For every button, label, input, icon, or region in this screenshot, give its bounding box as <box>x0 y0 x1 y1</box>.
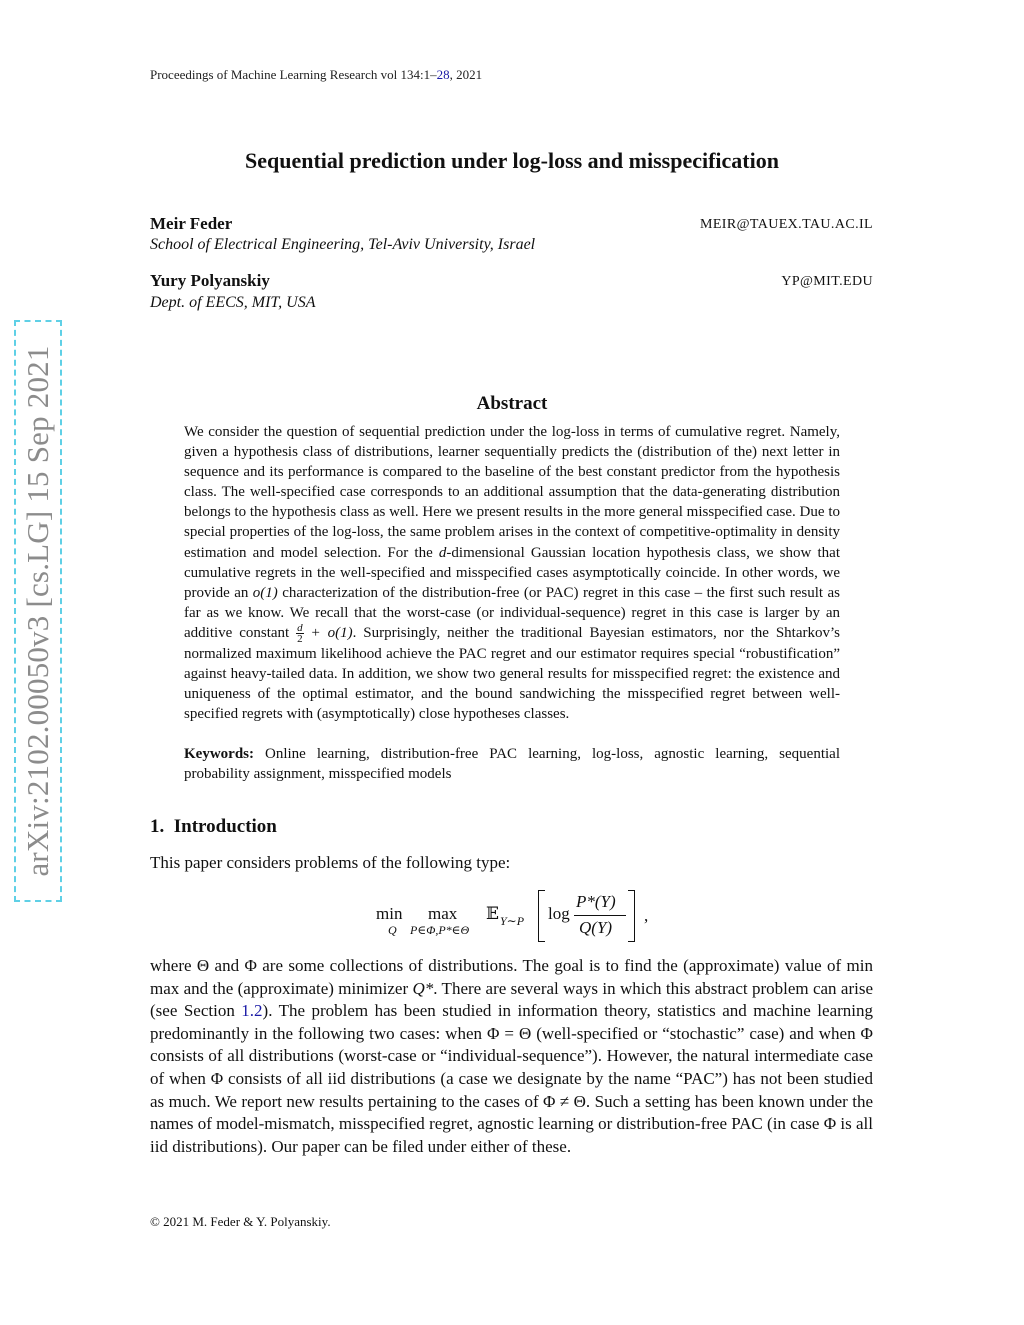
body-text: where Θ and Φ are some collections of distributions. The goal is to find the (approximate) value of <box>150 956 847 975</box>
eq-numerator: P*(Y) <box>576 892 616 911</box>
abstract-heading: Abstract <box>476 393 548 414</box>
intro-paragraph <box>150 955 873 1158</box>
eq-max: max <box>428 904 458 923</box>
arxiv-identifier: arXiv:2102.00050v3 [cs.LG] 15 Sep 2021 <box>20 345 55 877</box>
right-bracket <box>628 890 635 942</box>
author-email[interactable]: YP@MIT.EDU <box>781 274 873 289</box>
header-text: Proceedings of Machine Learning Research vol 134:1– <box>150 67 437 82</box>
math-var: Q* <box>412 978 434 998</box>
author-name: Yury Polyanskiy <box>150 271 270 290</box>
eq-expectation-sub: Y∼P <box>500 914 525 928</box>
math-expr: min max <box>150 956 873 998</box>
math-expr: + o(1) <box>303 624 353 641</box>
header-year: , 2021 <box>449 67 483 82</box>
fraction-denominator: 2 <box>297 633 303 645</box>
eq-comma: , <box>644 906 649 925</box>
abstract-text: -dimensional Gaussian location hypothesis class, we show that cumulative regrets in the well-specified and misspecified cases asymptotically coincide. In other words, we provide an <box>184 544 840 601</box>
fraction <box>296 623 304 644</box>
section-heading <box>150 816 277 838</box>
eq-min: min <box>376 904 403 923</box>
section-number: 1. <box>150 816 165 837</box>
body-text: and the (approximate) minimizer <box>179 978 413 998</box>
fraction-bar <box>574 915 626 916</box>
running-header <box>150 67 482 83</box>
page-count-link[interactable]: 28 <box>436 67 450 82</box>
eq-min-sub: Q <box>388 923 397 937</box>
math-var: d <box>438 544 447 561</box>
left-bracket <box>538 890 545 942</box>
author-affiliation: Dept. of EECS, MIT, USA <box>150 294 316 311</box>
author-name: Meir Feder <box>150 214 233 233</box>
math-expr: o(1) <box>252 584 278 601</box>
abstract-text: characterization of the distribution-free (or PAC) regret in this case – the first such result as far as we know. We recall that the worst-case (or individual-sequence) regret in this case is larger by an additive constant <box>184 584 840 641</box>
paper-title: Sequential prediction under log-loss and misspecification <box>245 148 779 173</box>
keywords <box>184 744 840 784</box>
body-text: ). The problem has been studied in information theory, statistics and machine learning predominantly in the following two cases: when Φ = Θ (well-specified or “stochastic” case) and when Φ consists of all distributions (worst-case or “individual-sequence”). However, the natural intermediate case of when Φ consists of all iid distributions (a case we designate by the name “PAC”) has not been studied as much. We report new results pertaining to the cases of Φ ≠ Θ. Such a setting has been known under the names of model-mismatch, misspecified regret, agnostic learning or distribution-free PAC (in case Φ is all iid distributions). Our paper can be filed under either of these. <box>150 1001 873 1156</box>
section-title: Introduction <box>173 816 277 837</box>
section-reference-link[interactable]: 1.2 <box>241 1001 263 1021</box>
body-text: . There are several ways in which this abstract problem can arise (see Section <box>150 978 873 1021</box>
display-equation <box>376 890 656 946</box>
eq-expectation: 𝔼 <box>486 904 499 923</box>
author-email[interactable]: MEIR@TAUEX.TAU.AC.IL <box>699 217 873 232</box>
author-affiliation: School of Electrical Engineering, Tel-Aviv University, Israel <box>150 236 536 253</box>
intro-lead: This paper considers problems of the following type: <box>150 853 511 872</box>
abstract-body <box>184 422 840 724</box>
keywords-text: Online learning, distribution-free PAC learning, log-loss, agnostic learning, sequential probability assignment, misspecified models <box>184 746 840 782</box>
eq-denominator: Q(Y) <box>579 918 613 937</box>
eq-max-sub: P∈Φ,P*∈Θ <box>410 923 470 937</box>
abstract-text: We consider the question of sequential prediction under the log-loss in terms of cumulative regret. Namely, given a hypothesis class of distributions, learner sequentially predicts the (distribution of the) next letter in sequence and its performance is compared to the baseline of the best constant predictor from the hypothesis class. The well-specified case corresponds to an additional assumption that the data-generating distribution belongs to the hypothesis class as well. Here we present results in the more general misspecified case. Due to special properties of the log-loss, the same problem arises in the context of competitive-optimality in density estimation and model selection. For the <box>184 424 840 561</box>
copyright-footer: © 2021 M. Feder & Y. Polyanskiy. <box>150 1214 331 1229</box>
abstract-text: . Surprisingly, neither the traditional Bayesian estimators, nor the Shtarkov’s normalized maximum likelihood achieve the PAC regret and our estimator requires special “robustification” against heavy-tailed data. In addition, we show two general results for misspecified regret: the existence and uniqueness of the optimal estimator, and the bound sandwiching the misspecified regret between well-specified regrets with (asymptotically) close hypotheses classes. <box>184 624 840 723</box>
eq-log: log <box>548 904 570 923</box>
keywords-label: Keywords: <box>184 746 254 762</box>
fraction-numerator: d <box>297 622 303 634</box>
